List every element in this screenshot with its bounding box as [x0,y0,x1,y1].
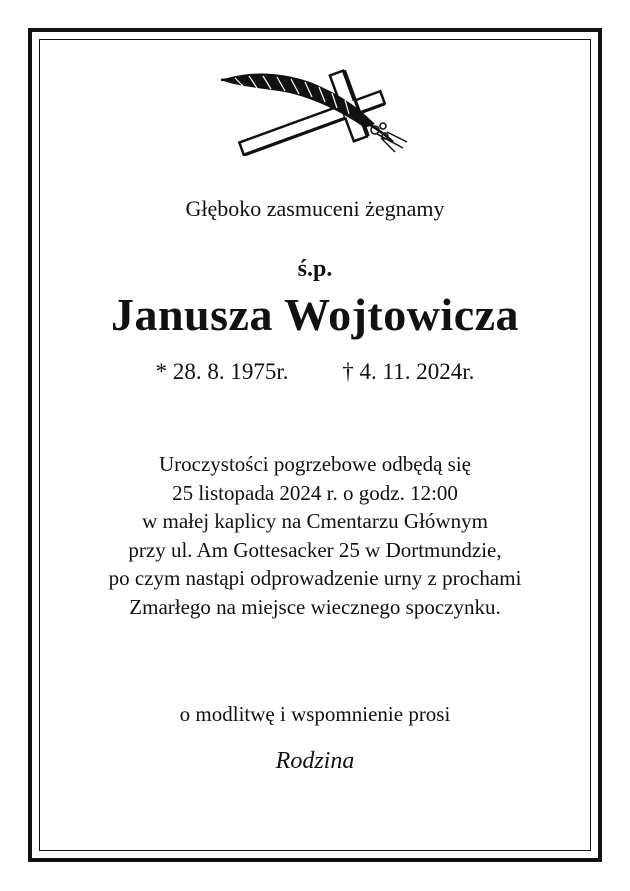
cross-and-palm-icon [215,68,415,156]
birth-date: * 28. 8. 1975r. [155,359,289,384]
deceased-name: Janusza Wojtowicza [110,289,520,340]
death-date: † 4. 11. 2024r. [342,359,475,384]
ceremony-details [0,450,630,621]
ceremony-line: 25 listopada 2024 r. o godz. 12:00 [172,480,458,505]
life-dates [0,359,630,385]
ceremony-line: po czym nastąpi odprowadzenie urny z prochami [108,566,522,590]
ceremony-line: Uroczystości pogrzebowe odbędą się [159,452,471,476]
ceremony-line: w małej kaplicy na Cmentarzu Głównym [142,509,488,533]
ceremony-line: Zmarłego na miejsce wiecznego spoczynku. [129,594,501,619]
name-prefix: ś.p. [297,256,333,282]
ceremony-line: przy ul. Am Gottesacker 25 w Dortmundzie, [128,537,502,562]
inner-border-frame [39,39,591,851]
prayer-request: o modlitwę i wspomnienie prosi [179,702,451,726]
intro-text: Głęboko zasmuceni żegnamy [185,196,445,221]
signature: Rodzina [275,748,355,774]
